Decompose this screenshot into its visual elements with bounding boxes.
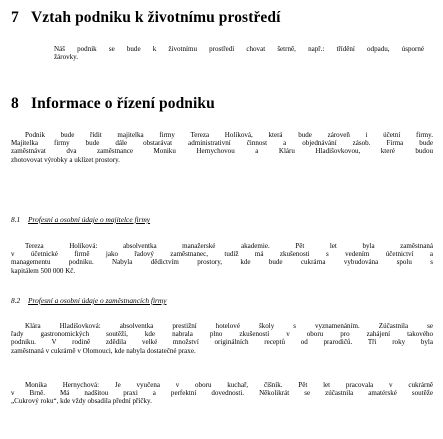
section-8-2-paragraph-1 — [11, 322, 433, 355]
paragraph-line: podniku. V rodině zdědila velké množství originálních receptů od prarodičů. Tři roky byla — [11, 338, 433, 347]
section-8-number: 8 — [11, 95, 19, 112]
section-8-2-number: 8.2 — [11, 296, 21, 305]
paragraph-line: Majitelka firmy bude dále obstarávat administrativní činnost a objednávání zásob. Firma bude — [11, 139, 433, 148]
section-8-1-title: Profesní a osobní údaje o majitelce firmy — [28, 215, 151, 224]
section-7-number: 7 — [11, 9, 19, 26]
paragraph-line: kapitálem 500 000 Kč. — [11, 266, 76, 275]
paragraph-line: managementu podniku. Nabyla dědictvím prostory, kde bude cukrárna vybudována spolu s — [11, 258, 433, 267]
section-8-1-heading — [11, 215, 150, 224]
section-8-2-paragraph-2 — [11, 381, 433, 406]
paragraph-line: žárovky. — [54, 53, 78, 62]
section-7-title: Vztah podniku k životnímu prostředí — [31, 9, 281, 26]
section-8-title: Informace o řízení podniku — [31, 95, 215, 112]
paragraph-line: zaměstnávat dva zaměstnance Moniku Hernychovou a Kláru Hladišovkovou, které budou — [11, 147, 433, 156]
section-8-1-paragraph — [11, 242, 433, 275]
paragraph-line: řady gastronomických soutěží, kde nabrala plno zkušeností v oboru pro zahájení takového — [11, 330, 433, 339]
paragraph-line: Tereza Holíková: absolventka manažerské akademie. Pět let byla zaměstnaná — [25, 242, 433, 250]
paragraph-line: Podnik bude řídit majitelka firmy Tereza Holíková, která bude zároveň i účetní firmy. — [25, 131, 433, 139]
section-8-2-heading — [11, 296, 167, 305]
paragraph-line: Monika Hernychová: Je vyučena v oboru kuchař, číšník. Pět let pracovala v cukrárně — [25, 381, 433, 389]
paragraph-line: zaměstnaná v cukrárně v Olomouci, kde nabyla dostatečné praxe. — [11, 346, 196, 355]
paragraph-line: „Cukrový roku“, kde vždy obsadila přední příčky. — [11, 397, 152, 406]
section-8-2-title: Profesní a osobní údaje o zaměstnancích firmy — [28, 296, 167, 305]
section-8-1-number: 8.1 — [11, 215, 21, 224]
paragraph-line: v účetnické firmě jako řadový zaměstnanec, tudíž má zkušenosti s vedením účetnictví a — [11, 250, 433, 259]
section-8-paragraph — [11, 131, 433, 164]
section-8-heading — [11, 95, 215, 113]
paragraph-line: zhotovovat výrobky a uklízet prostory. — [11, 155, 120, 164]
paragraph-line: Náš podnik se bude k životnímu prostředí chovat šetrně, např.: třídění odpadu, úsporné — [54, 45, 424, 53]
section-7-paragraph — [54, 45, 424, 61]
section-7-heading — [11, 9, 281, 27]
paragraph-line: v Brně. Má nadšitou praxi a perfektní dovednosti. Několikrát se zúčastnila amatérské soutěže — [11, 389, 433, 398]
paragraph-line: Klára Hladišovková: absolventka prestižní hotelové školy s vyznamenáním. Zúčastnila se — [25, 322, 433, 330]
